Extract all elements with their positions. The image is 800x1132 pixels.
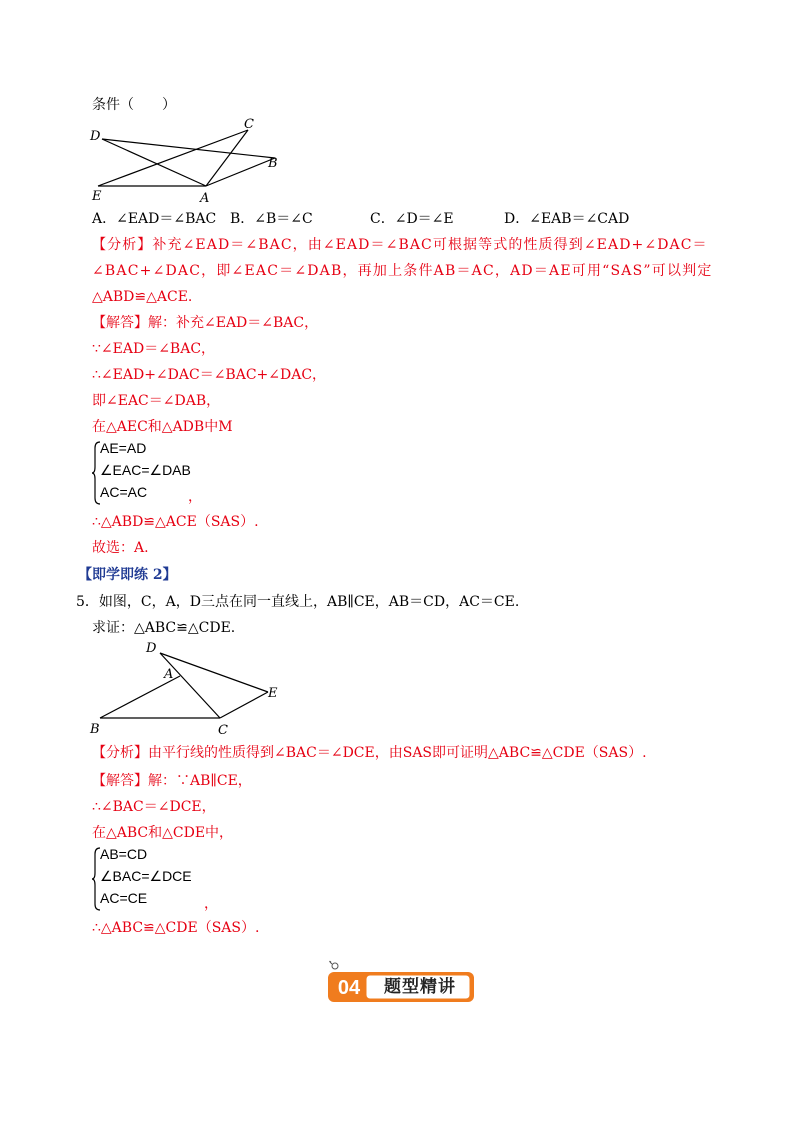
q5-solution-line4: ∴△ABC≌△CDE（SAS）. xyxy=(92,920,260,936)
q5-analysis: 【分析】由平行线的性质得到∠BAC＝∠DCE，由SAS即可证明△ABC≌△CDE（SAS）. xyxy=(92,745,647,761)
label-E: E xyxy=(92,189,102,204)
system-row-1: AB=CD xyxy=(100,846,148,862)
q4-intro: 条件（ ） xyxy=(92,97,176,113)
practice-heading: 【即学即练 2】 xyxy=(78,567,177,583)
system-row-3: AC=CE xyxy=(100,890,148,906)
q4-analysis-line3: △ABD≌△ACE. xyxy=(92,289,193,305)
option-d: D．∠EAB＝∠CAD xyxy=(504,211,630,227)
q4-analysis-line2: ∠BAC+∠DAC，即∠EAC＝∠DAB，再加上条件AB＝AC，AD＝AE可用“SAS”可以判定 xyxy=(92,263,713,279)
q4-solution-line7: 故选：A. xyxy=(92,540,149,556)
q4-equation-system xyxy=(92,440,232,506)
q5-figure xyxy=(88,638,288,740)
q5-solution-line3: 在△ABC和△CDE中， xyxy=(92,825,234,841)
banner-title: 题型精讲 xyxy=(384,977,456,997)
section-banner xyxy=(326,960,478,1006)
q5-statement: 5．如图，C，A，D三点在同一直线上，AB∥CE，AB＝CD，AC＝CE. xyxy=(76,594,520,610)
system-row-1: AE=AD xyxy=(100,440,147,456)
q5-prove: 求证：△ABC≌△CDE. xyxy=(92,620,236,636)
system-row-3: AC=AC xyxy=(100,484,148,500)
label-C: C xyxy=(244,117,254,132)
option-b: B．∠B＝∠C xyxy=(230,211,313,227)
banner-number: 04 xyxy=(337,977,361,999)
q4-analysis-line1: 【分析】补充∠EAD＝∠BAC，由∠EAD＝∠BAC可根据等式的性质得到∠EAD+∠DAC＝ xyxy=(92,237,708,253)
q4-solution-line6: ∴△ABD≌△ACE（SAS）. xyxy=(92,514,259,530)
system-row-2: ∠BAC=∠DCE xyxy=(100,868,192,884)
q4-solution-line3: ∴∠EAD+∠DAC＝∠BAC+∠DAC， xyxy=(92,367,327,383)
label-C: C xyxy=(218,723,228,738)
q4-figure xyxy=(88,116,288,206)
q4-solution-line1: 【解答】解：补充∠EAD＝∠BAC， xyxy=(92,315,319,331)
q4-system-comma: ， xyxy=(188,489,202,505)
label-B: B xyxy=(268,156,278,171)
label-D: D xyxy=(90,129,101,144)
q5-solution-line1: 【解答】解：∵AB∥CE， xyxy=(92,773,252,789)
system-row-2: ∠EAC=∠DAB xyxy=(100,462,191,478)
q4-solution-line4: 即∠EAC＝∠DAB， xyxy=(92,393,221,409)
option-a: A．∠EAD＝∠BAC xyxy=(92,211,217,227)
label-D: D xyxy=(146,641,157,656)
option-c: C．∠D＝∠E xyxy=(370,211,454,227)
label-E: E xyxy=(268,686,278,701)
label-B: B xyxy=(90,722,100,737)
q4-options xyxy=(92,209,629,229)
label-A: A xyxy=(164,667,174,682)
label-A: A xyxy=(200,191,210,206)
q5-system-comma: ， xyxy=(204,896,218,912)
q4-solution-line2: ∵∠EAD＝∠BAC， xyxy=(92,341,216,357)
q5-solution-line2: ∴∠BAC＝∠DCE， xyxy=(92,799,216,815)
q4-solution-line5: 在△AEC和△ADB中M xyxy=(92,419,233,435)
